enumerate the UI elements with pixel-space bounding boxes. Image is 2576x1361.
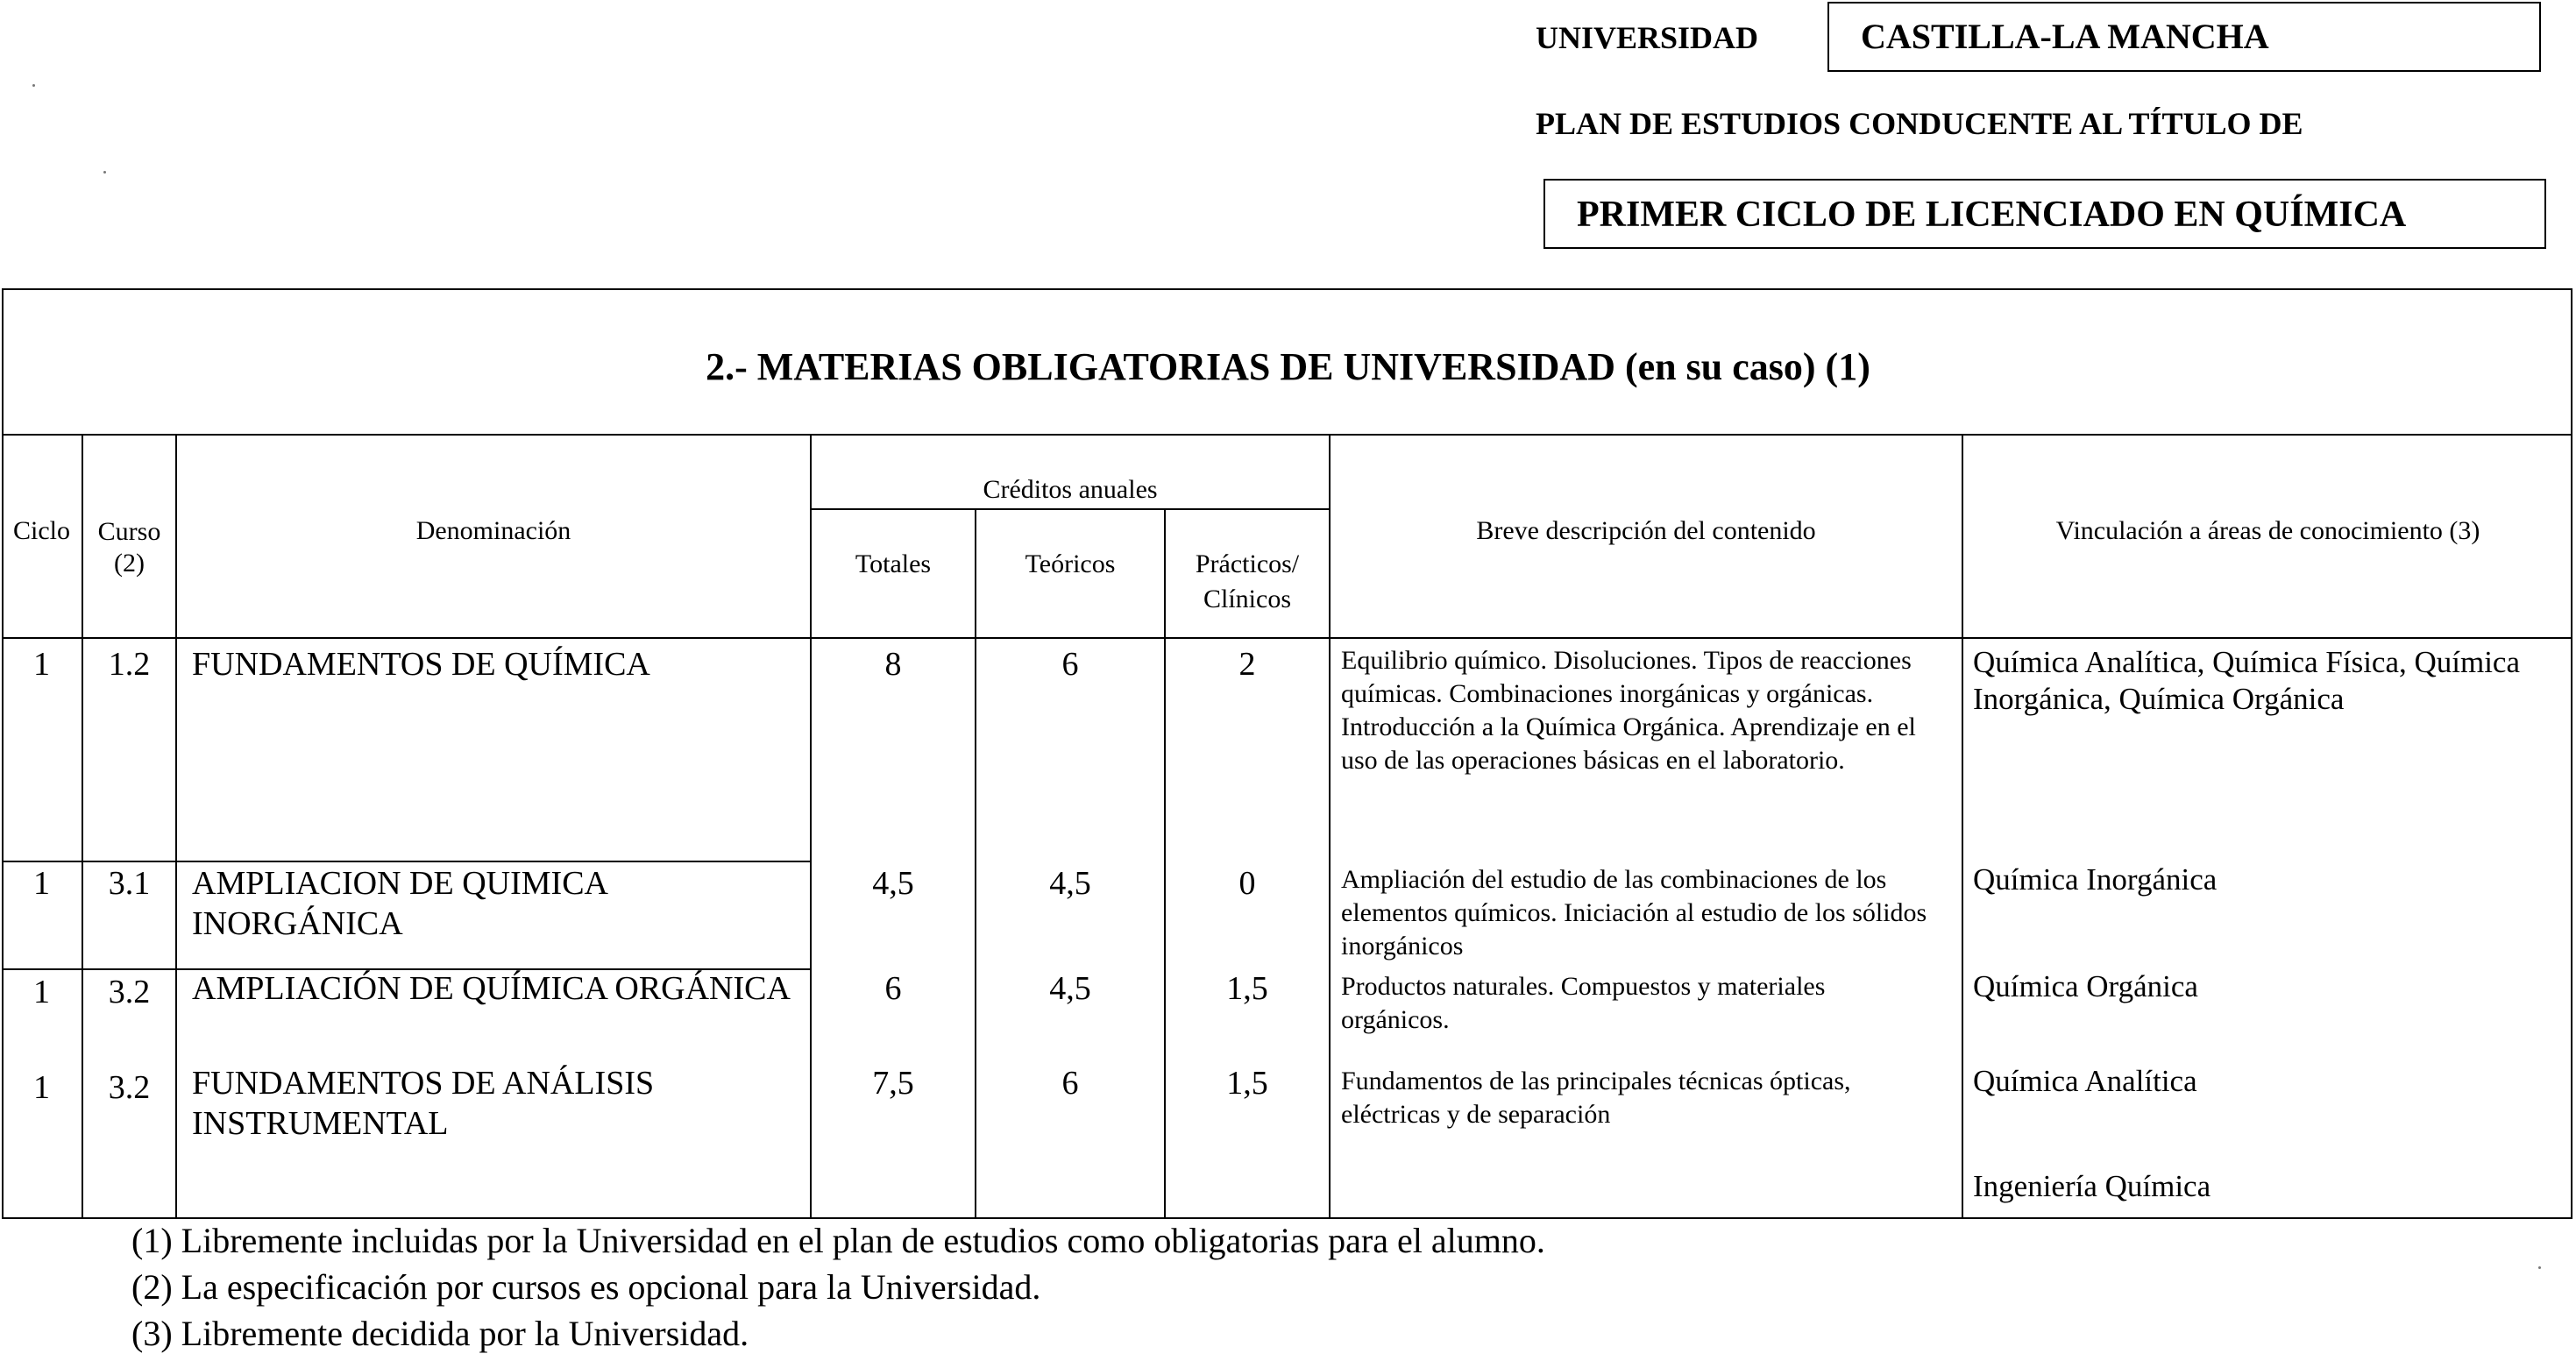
col-header-ciclo: Ciclo [13, 516, 70, 545]
header-top-rule [2, 434, 2572, 436]
table-row-cell-ciclo: 1 [33, 1069, 50, 1106]
table-row-cell-denominacion: FUNDAMENTOS DE QUÍMICA [192, 646, 650, 683]
university-name-box [1827, 2, 2541, 72]
col-rule-practicos [1329, 434, 1331, 1219]
degree-title: PRIMER CICLO DE LICENCIADO EN QUÍMICA [1577, 195, 2407, 235]
col-header-teoricos: Teóricos [1025, 549, 1116, 578]
table-row-cell-descripcion: Productos naturales. Compuestos y materiales orgánicos. [1341, 972, 1826, 1034]
footnote: (1) Libremente incluidas por la Universidad en el plan de estudios como obligatorias para el alumno. [131, 1221, 1545, 1260]
table-row-cell-descripcion: Equilibrio químico. Disoluciones. Tipos de reacciones químicas. Combinaciones inorgánicas y orgánicas. Introducción a la Química Orgánica. Aprendizaje en el uso de las operaciones básicas en el laboratorio. [1341, 646, 1916, 775]
col-header-denominacion: Denominación [415, 516, 571, 545]
table-row-cell-curso: 1.2 [108, 646, 151, 683]
table-row-cell-totales: 8 [884, 646, 902, 683]
col-header-vinculacion: Vinculación a áreas de conocimiento (3) [2055, 516, 2480, 545]
table-row-cell-practicos: 1,5 [1226, 1065, 1268, 1102]
table-row-cell-teoricos: 6 [1061, 1065, 1079, 1102]
col-rule-curso [175, 434, 177, 1219]
table-row-cell-vinculacion: Química Orgánica [1973, 969, 2198, 1003]
scan-dot [103, 171, 106, 174]
table-row-cell-practicos: 2 [1238, 646, 1256, 683]
table-row-cell-totales: 4,5 [872, 865, 914, 902]
table-row-cell-teoricos: 6 [1061, 646, 1079, 683]
col-rule-descripcion [1962, 434, 1963, 1219]
table-row-cell-practicos: 0 [1238, 865, 1256, 902]
header-bottom-rule [2, 637, 2572, 639]
degree-title-box [1543, 179, 2546, 249]
table-row-cell-vinculacion: Química Analítica, Química Física, Química Inorgánica, Química Orgánica [1973, 645, 2521, 716]
table-row-cell-ciclo: 1 [33, 974, 50, 1010]
table-row-cell-denominacion: FUNDAMENTOS DE ANÁLISIS INSTRUMENTAL [192, 1065, 655, 1142]
table-row-cell-ciclo: 1 [33, 646, 50, 683]
table-row-cell-descripcion: Fundamentos de las principales técnicas ópticas, eléctricas y de separación [1341, 1067, 1851, 1129]
university-label: UNIVERSIDAD [1536, 20, 1759, 55]
col-header-curso [83, 516, 175, 579]
table-row-cell-vinculacion-extra: Ingeniería Química [1973, 1169, 2211, 1203]
table-row-cell-teoricos: 4,5 [1049, 865, 1091, 902]
table-row-cell-totales: 7,5 [872, 1065, 914, 1102]
table-row-cell-curso: 3.2 [108, 1069, 151, 1106]
col-header-practicos-line1: Prácticos/ [1195, 549, 1300, 578]
university-name: CASTILLA-LA MANCHA [1861, 17, 2269, 56]
col-header-curso-note: (2) [114, 549, 145, 578]
table-row-cell-teoricos: 4,5 [1049, 970, 1091, 1007]
table-row-cell-practicos: 1,5 [1226, 970, 1268, 1007]
table-row-cell-ciclo: 1 [33, 865, 50, 902]
table-row-cell-curso: 3.2 [108, 974, 151, 1010]
table-row-cell-vinculacion: Química Analítica [1973, 1064, 2197, 1098]
table-row-cell-totales: 6 [884, 970, 902, 1007]
plan-label: PLAN DE ESTUDIOS CONDUCENTE AL TÍTULO DE [1536, 106, 2303, 141]
table-row-cell-curso: 3.1 [108, 865, 151, 902]
col-header-descripcion: Breve descripción del contenido [1476, 516, 1816, 545]
table-row-cell-denominacion: AMPLIACIÓN DE QUÍMICA ORGÁNICA [192, 970, 791, 1007]
scan-dot [32, 84, 35, 87]
row1-bottom-rule [2, 861, 810, 862]
col-header-practicos [1166, 547, 1329, 617]
col-header-practicos-line2: Clínicos [1203, 585, 1291, 613]
table-row-cell-descripcion: Ampliación del estudio de las combinaciones de los elementos químicos. Iniciación al estudio de los sólidos inorgánicos [1341, 865, 1927, 960]
table-row-cell-denominacion: AMPLIACION DE QUIMICA INORGÁNICA [192, 865, 607, 942]
table-row-cell-vinculacion: Química Inorgánica [1973, 862, 2218, 897]
col-header-curso-label: Curso [97, 517, 161, 546]
footnote: (3) Libremente decidida por la Universidad. [131, 1314, 749, 1353]
col-header-creditos: Créditos anuales [983, 475, 1158, 504]
creditos-sub-rule [810, 508, 1329, 510]
col-header-totales: Totales [855, 549, 932, 578]
footnote: (2) La especificación por cursos es opcional para la Universidad. [131, 1267, 1041, 1307]
scan-dot [2538, 1266, 2541, 1269]
section-title: 2.- MATERIAS OBLIGATORIAS DE UNIVERSIDAD (en su caso) (1) [706, 345, 1870, 388]
